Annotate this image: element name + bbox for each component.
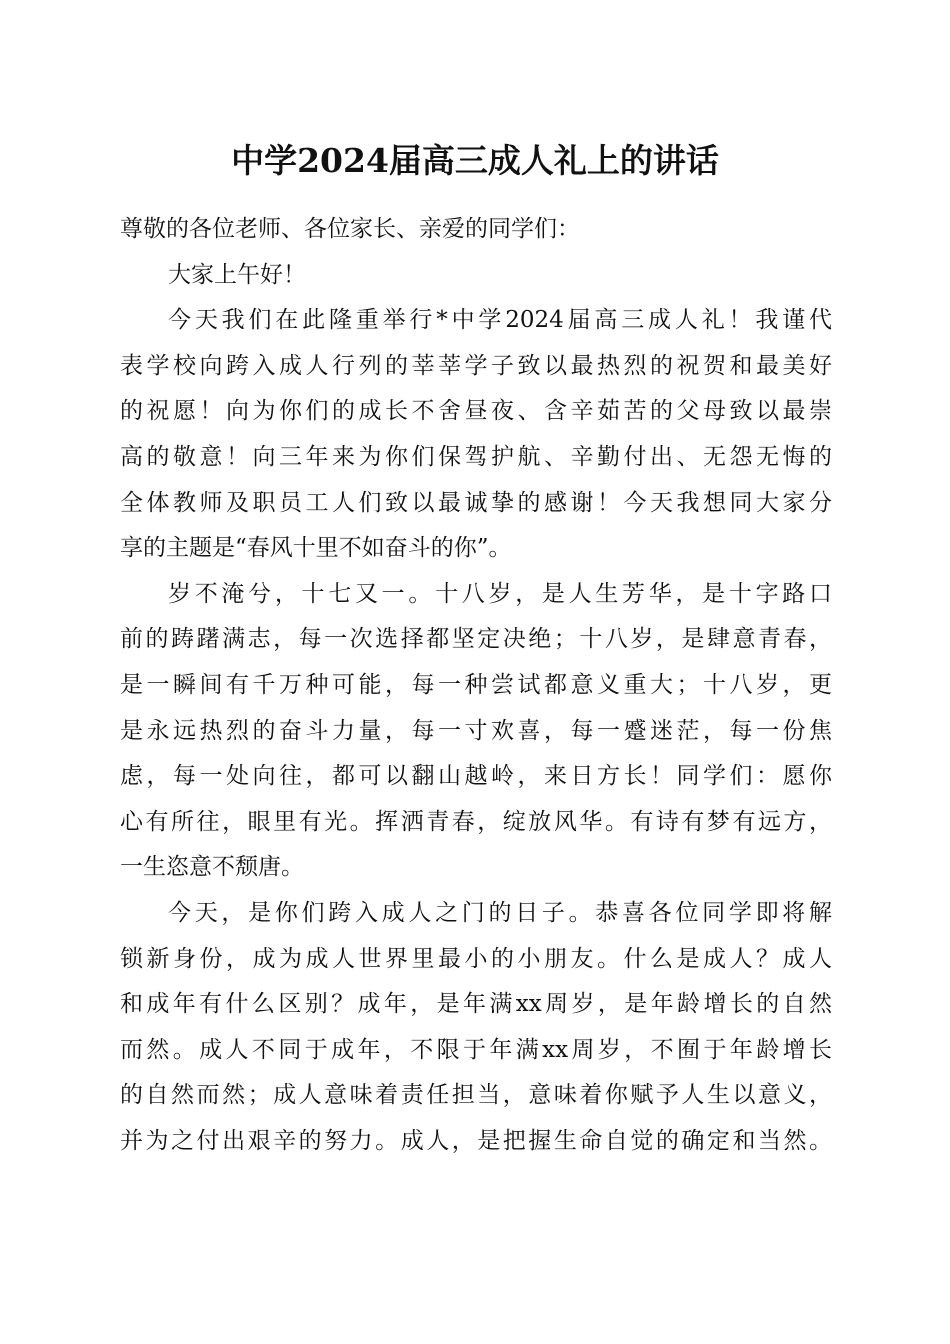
text-line: 高的敬意！向三年来为你们保驾护航、辛勤付出、无怨无悔的 [120,443,832,470]
text-line: 的自然而然；成人意味着责任担当，意味着你赋予人生以意义， [120,1082,832,1109]
text-line: 尊敬的各位老师、各位家长、亲爱的同学们： [120,216,580,242]
text-line: 大家上午好！ [168,261,306,288]
text-line: 虑，每一处向往，都可以翻山越岭，来日方长！同学们：愿你 [120,763,832,790]
text-line: 而然。成人不同于成年，不限于年满xx周岁，不囿于年龄增长 [120,1036,832,1063]
text-line: 前的踌躇满志，每一次选择都坚定决绝；十八岁，是肆意青春， [120,626,832,653]
text-line: 今天我们在此隆重举行*中学2024届高三成人礼！我谨代 [168,307,832,334]
document-title: 中学2024届高三成人礼上的讲话 [231,141,719,180]
text-line: 享的主题是“春风十里不如奋斗的你”。 [120,535,512,562]
speech-body [120,207,832,1164]
text-line: 心有所往，眼里有光。挥洒青春，绽放风华。有诗有梦有远方， [120,808,832,835]
text-line: 的祝愿！向为你们的成长不舍昼夜、含辛茹苦的父母致以最崇 [120,398,832,425]
text-line: 并为之付出艰辛的努力。成人，是把握生命自觉的确定和当然。 [120,1127,832,1154]
text-line: 是一瞬间有千万种可能，每一种尝试都意义重大；十八岁，更 [120,671,832,698]
text-line: 一生恣意不颓唐。 [120,854,304,881]
text-line: 是永远热烈的奋斗力量，每一寸欢喜，每一蹙迷茫，每一份焦 [120,717,832,744]
text-line: 锁新身份，成为成人世界里最小的小朋友。什么是成人？成人 [120,945,832,972]
text-line: 表学校向跨入成人行列的莘莘学子致以最热烈的祝贺和最美好 [120,352,832,379]
text-line: 今天，是你们跨入成人之门的日子。恭喜各位同学即将解 [168,899,832,926]
text-line: 和成年有什么区别？成年，是年满xx周岁，是年龄增长的自然 [120,991,832,1018]
text-line: 岁不淹兮，十七又一。十八岁，是人生芳华，是十字路口 [168,580,832,607]
text-line: 全体教师及职员工人们致以最诚挚的感谢！今天我想同大家分 [120,489,832,516]
